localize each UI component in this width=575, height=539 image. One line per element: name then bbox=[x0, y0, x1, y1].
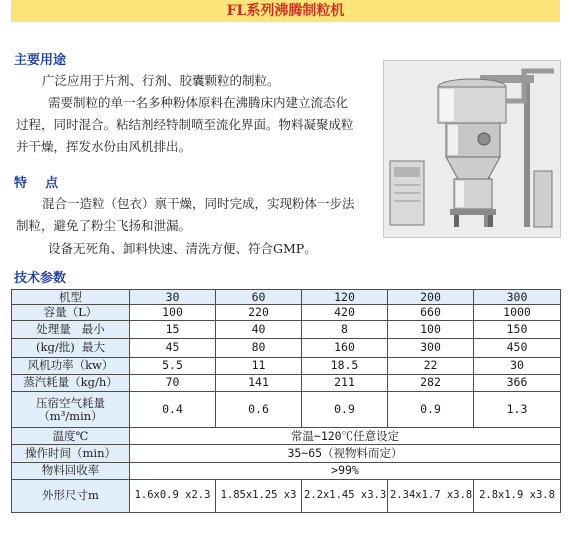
min-cell: 100 bbox=[388, 321, 474, 339]
fan-cell: 30 bbox=[474, 357, 561, 374]
table-row-air bbox=[12, 391, 561, 427]
dims-cell: 1.6x0.9 x2.3 bbox=[130, 479, 216, 512]
max-cell: 450 bbox=[474, 339, 561, 357]
capacity-label: 容量（L） bbox=[12, 305, 130, 321]
max-cell: 45 bbox=[130, 339, 216, 357]
table-row-fan bbox=[12, 357, 561, 374]
page-title: FL系列沸腾制粒机 bbox=[11, 0, 560, 22]
capacity-cell: 420 bbox=[302, 305, 388, 321]
fan-cell: 11 bbox=[216, 357, 302, 374]
air-cell: 1.3 bbox=[474, 391, 561, 427]
min-cell: 8 bbox=[302, 321, 388, 339]
min-cell: 150 bbox=[474, 321, 561, 339]
dims-cell: 2.2x1.45 x3.3 bbox=[302, 479, 388, 512]
steam-cell: 70 bbox=[130, 374, 216, 391]
max-label: 最大 bbox=[82, 340, 105, 355]
machine-photo bbox=[383, 60, 561, 238]
table-row-capacity bbox=[12, 305, 561, 321]
time-value: 35~65（视物料而定） bbox=[130, 445, 561, 462]
processing-max-label bbox=[12, 339, 130, 357]
dims-cell: 2.8x1.9 x3.8 bbox=[474, 479, 561, 512]
features-line-3: 设备无死角、卸料快速、清洗方便、符合GMP。 bbox=[48, 241, 317, 256]
model-30: 30 bbox=[130, 290, 216, 305]
table-row-max bbox=[12, 339, 561, 357]
usage-line-4: 并干燥，挥发水份由风机排出。 bbox=[16, 139, 192, 154]
max-cell: 160 bbox=[302, 339, 388, 357]
temp-value: 常温~120℃任意设定 bbox=[130, 428, 561, 445]
table-row-time bbox=[12, 445, 561, 462]
processing-unit: (kg/批) bbox=[36, 340, 75, 355]
min-cell: 15 bbox=[130, 321, 216, 339]
usage-line-2: 需要制粒的单一名多种粉体原料在沸腾床内建立流态化 bbox=[48, 95, 349, 110]
steam-cell: 366 bbox=[474, 374, 561, 391]
dims-label: 外形尺寸m bbox=[12, 479, 130, 512]
steam-cell: 211 bbox=[302, 374, 388, 391]
spec-table bbox=[11, 289, 561, 513]
capacity-cell: 100 bbox=[130, 305, 216, 321]
params-heading: 技术参数 bbox=[14, 271, 67, 286]
usage-line-1: 广泛应用于片剂、行剂、胶囊颗粒的制粒。 bbox=[42, 73, 280, 88]
dims-cell: 1.85x1.25 x3 bbox=[216, 479, 302, 512]
features-line-1: 混合一造粒（包衣）禀干燥，同时完成，实现粉体一步法 bbox=[42, 196, 355, 211]
table-row-temp bbox=[12, 428, 561, 445]
usage-line-3: 过程，同时混合。粘结剂经特制喷至流化界面。物料凝聚成粒 bbox=[16, 117, 354, 132]
air-cell: 0.9 bbox=[388, 391, 474, 427]
processing-min-label bbox=[12, 321, 130, 339]
capacity-cell: 220 bbox=[216, 305, 302, 321]
air-cell: 0.4 bbox=[130, 391, 216, 427]
min-label: 最小 bbox=[81, 322, 105, 337]
max-cell: 80 bbox=[216, 339, 302, 357]
air-cell: 0.9 bbox=[302, 391, 388, 427]
table-row-recovery bbox=[12, 462, 561, 479]
capacity-cell: 660 bbox=[388, 305, 474, 321]
table-row-steam bbox=[12, 374, 561, 391]
time-label: 操作时间（min） bbox=[12, 445, 130, 462]
air-label-line-2: （m³/min） bbox=[38, 408, 103, 423]
processing-label: 处理量 bbox=[36, 322, 71, 337]
fan-cell: 5.5 bbox=[130, 357, 216, 374]
usage-heading: 主要用途 bbox=[14, 53, 67, 68]
steam-cell: 141 bbox=[216, 374, 302, 391]
max-cell: 300 bbox=[388, 339, 474, 357]
model-300: 300 bbox=[474, 290, 561, 305]
model-120: 120 bbox=[302, 290, 388, 305]
min-cell: 40 bbox=[216, 321, 302, 339]
features-heading: 特 点 bbox=[14, 176, 59, 191]
air-label bbox=[12, 391, 130, 427]
fan-label: 风机功率（kw） bbox=[12, 357, 130, 374]
recovery-value: >99% bbox=[130, 462, 561, 479]
temp-label: 温度℃ bbox=[12, 428, 130, 445]
capacity-cell: 1000 bbox=[474, 305, 561, 321]
steam-label: 蒸汽耗量（kg/h） bbox=[12, 374, 130, 391]
air-cell: 0.6 bbox=[216, 391, 302, 427]
table-row-model bbox=[12, 290, 561, 305]
fan-cell: 18.5 bbox=[302, 357, 388, 374]
recovery-label: 物料回收率 bbox=[12, 462, 130, 479]
model-label: 机型 bbox=[12, 290, 130, 305]
table-row-dims bbox=[12, 479, 561, 512]
air-label-line-1: 压宿空气耗量 bbox=[36, 395, 105, 410]
fan-cell: 22 bbox=[388, 357, 474, 374]
model-60: 60 bbox=[216, 290, 302, 305]
dims-cell: 2.34x1.7 x3.8 bbox=[388, 479, 474, 512]
steam-cell: 282 bbox=[388, 374, 474, 391]
table-row-min bbox=[12, 321, 561, 339]
model-200: 200 bbox=[388, 290, 474, 305]
features-line-2: 制粒，避免了粉尘飞扬和泄漏。 bbox=[16, 218, 192, 233]
